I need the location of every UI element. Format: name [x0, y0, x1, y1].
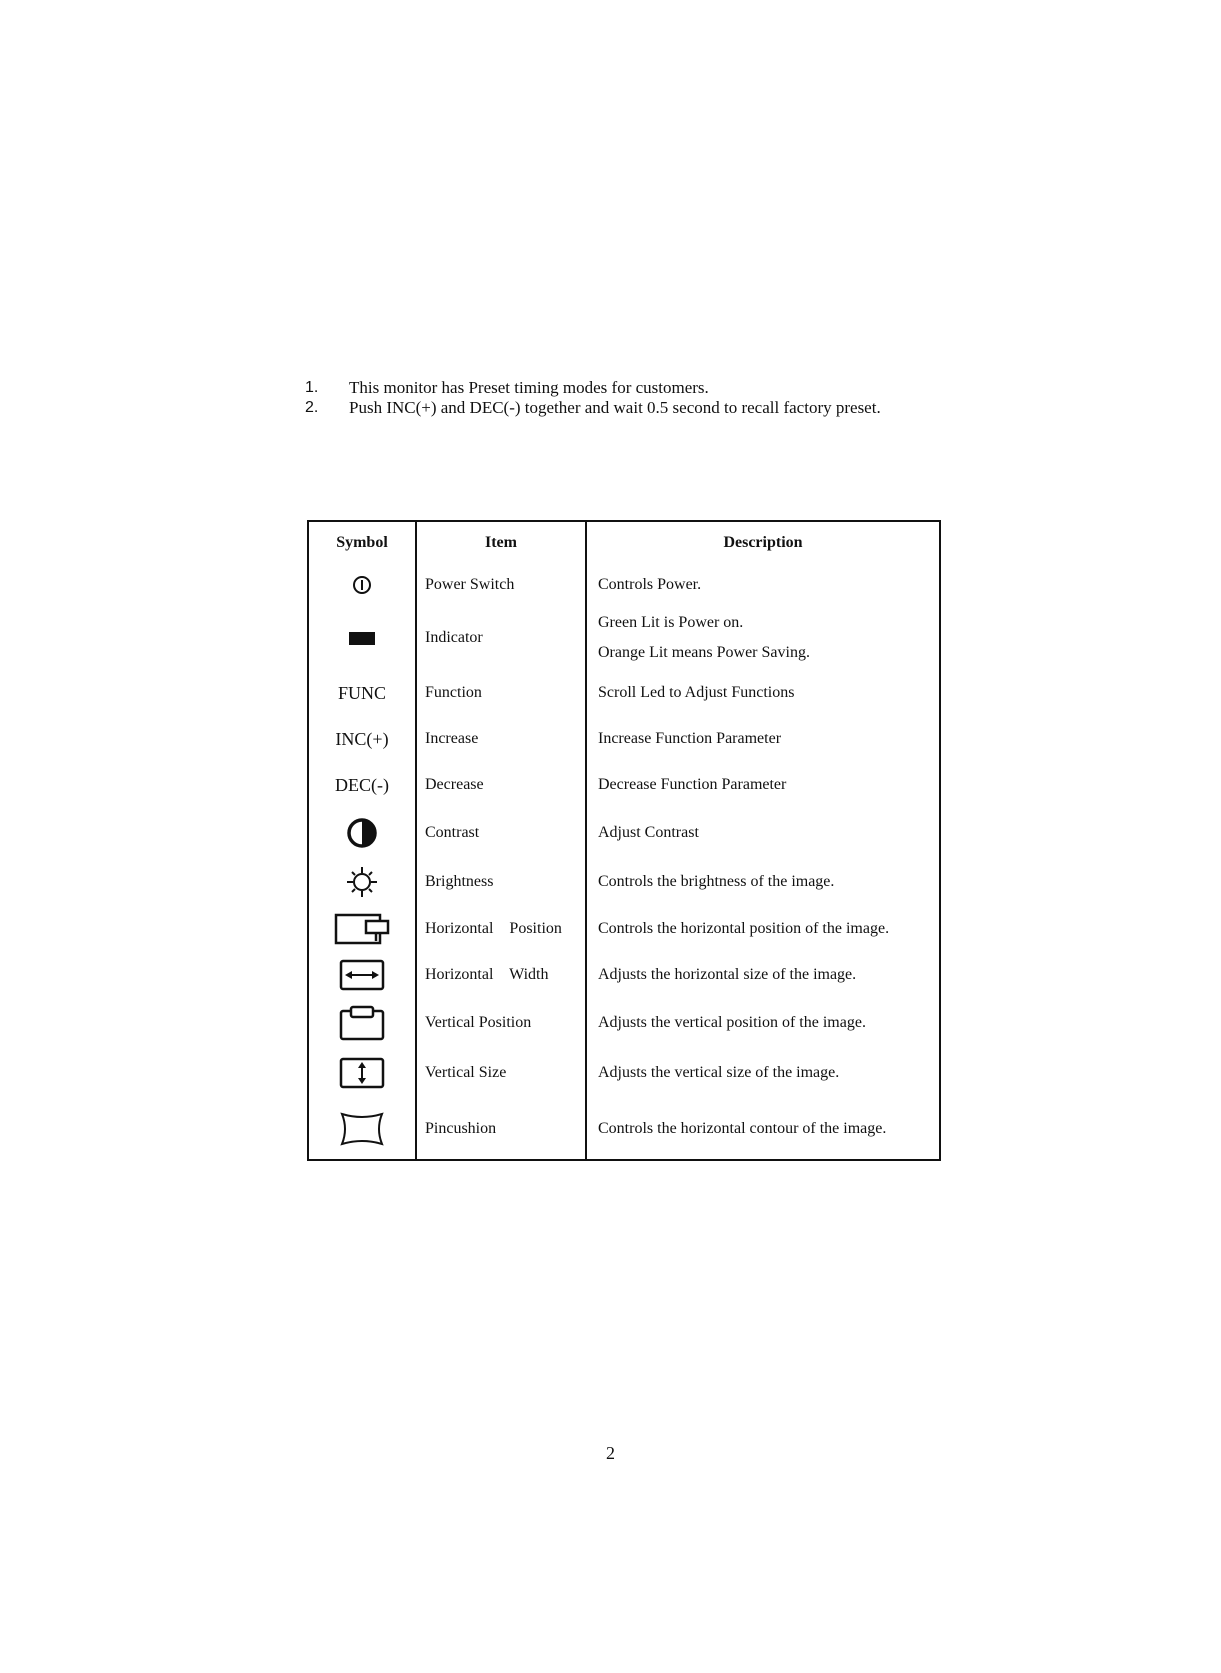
symbol-cell	[308, 1048, 416, 1098]
item-cell: Horizontal Width	[416, 952, 586, 998]
table-row	[308, 564, 940, 606]
horizontal-width-icon	[339, 959, 385, 991]
symbol-cell	[308, 1098, 416, 1160]
table-row	[308, 808, 940, 858]
symbol-text: FUNC	[308, 670, 416, 716]
note-text: Push INC(+) and DEC(-) together and wait 0.5 second to recall factory preset.	[349, 398, 881, 417]
item-cell: Brightness	[416, 858, 586, 906]
note-text: This monitor has Preset timing modes for customers.	[349, 378, 709, 397]
instruction-notes	[305, 378, 945, 418]
description-cell: Decrease Function Parameter	[586, 762, 940, 808]
description-cell: Green Lit is Power on. Orange Lit means Power Saving.	[586, 606, 940, 670]
item-cell: Power Switch	[416, 564, 586, 606]
description-cell: Controls the brightness of the image.	[586, 858, 940, 906]
symbol-cell	[308, 564, 416, 606]
pincushion-icon	[339, 1112, 385, 1146]
table-row	[308, 606, 940, 670]
symbol-text: DEC(-)	[308, 762, 416, 808]
table-row	[308, 716, 940, 762]
table-row	[308, 1048, 940, 1098]
symbol-cell	[308, 808, 416, 858]
page-number: 2	[606, 1443, 615, 1463]
controls-table	[307, 520, 941, 1161]
item-cell: Vertical Size	[416, 1048, 586, 1098]
note-item	[305, 378, 945, 398]
description-cell: Controls the horizontal contour of the image.	[586, 1098, 940, 1160]
brightness-icon	[345, 865, 379, 899]
item-cell: Vertical Position	[416, 998, 586, 1048]
note-number: 1.	[305, 379, 319, 396]
item-cell: Function	[416, 670, 586, 716]
symbol-text: INC(+)	[308, 716, 416, 762]
table-row	[308, 906, 940, 952]
table-row	[308, 670, 940, 716]
header-symbol: Symbol	[308, 521, 416, 564]
horizontal-position-icon	[334, 913, 390, 945]
power-icon	[351, 574, 373, 596]
table-row	[308, 998, 940, 1048]
description-cell: Controls Power.	[586, 564, 940, 606]
symbol-cell	[308, 998, 416, 1048]
item-cell: Pincushion	[416, 1098, 586, 1160]
item-cell: Indicator	[416, 606, 586, 670]
table-row	[308, 762, 940, 808]
header-description: Description	[586, 521, 940, 564]
vertical-size-icon	[339, 1057, 385, 1089]
item-cell: Contrast	[416, 808, 586, 858]
note-number: 2.	[305, 399, 319, 416]
symbol-cell	[308, 858, 416, 906]
contrast-icon	[346, 817, 378, 849]
table-row	[308, 952, 940, 998]
symbol-cell	[308, 606, 416, 670]
description-cell: Adjusts the vertical position of the image.	[586, 998, 940, 1048]
description-cell: Adjusts the horizontal size of the image.	[586, 952, 940, 998]
description-cell: Adjusts the vertical size of the image.	[586, 1048, 940, 1098]
table-row	[308, 1098, 940, 1160]
table-header-row	[308, 521, 940, 564]
item-cell: Decrease	[416, 762, 586, 808]
description-cell: Scroll Led to Adjust Functions	[586, 670, 940, 716]
item-cell: Increase	[416, 716, 586, 762]
note-item	[305, 398, 945, 418]
vertical-position-icon	[339, 1005, 385, 1041]
header-item: Item	[416, 521, 586, 564]
indicator-icon	[348, 629, 376, 647]
symbol-cell	[308, 952, 416, 998]
symbol-cell	[308, 906, 416, 952]
description-cell: Controls the horizontal position of the image.	[586, 906, 940, 952]
table-row	[308, 858, 940, 906]
item-cell: Horizontal Position	[416, 906, 586, 952]
description-cell: Adjust Contrast	[586, 808, 940, 858]
description-cell: Increase Function Parameter	[586, 716, 940, 762]
